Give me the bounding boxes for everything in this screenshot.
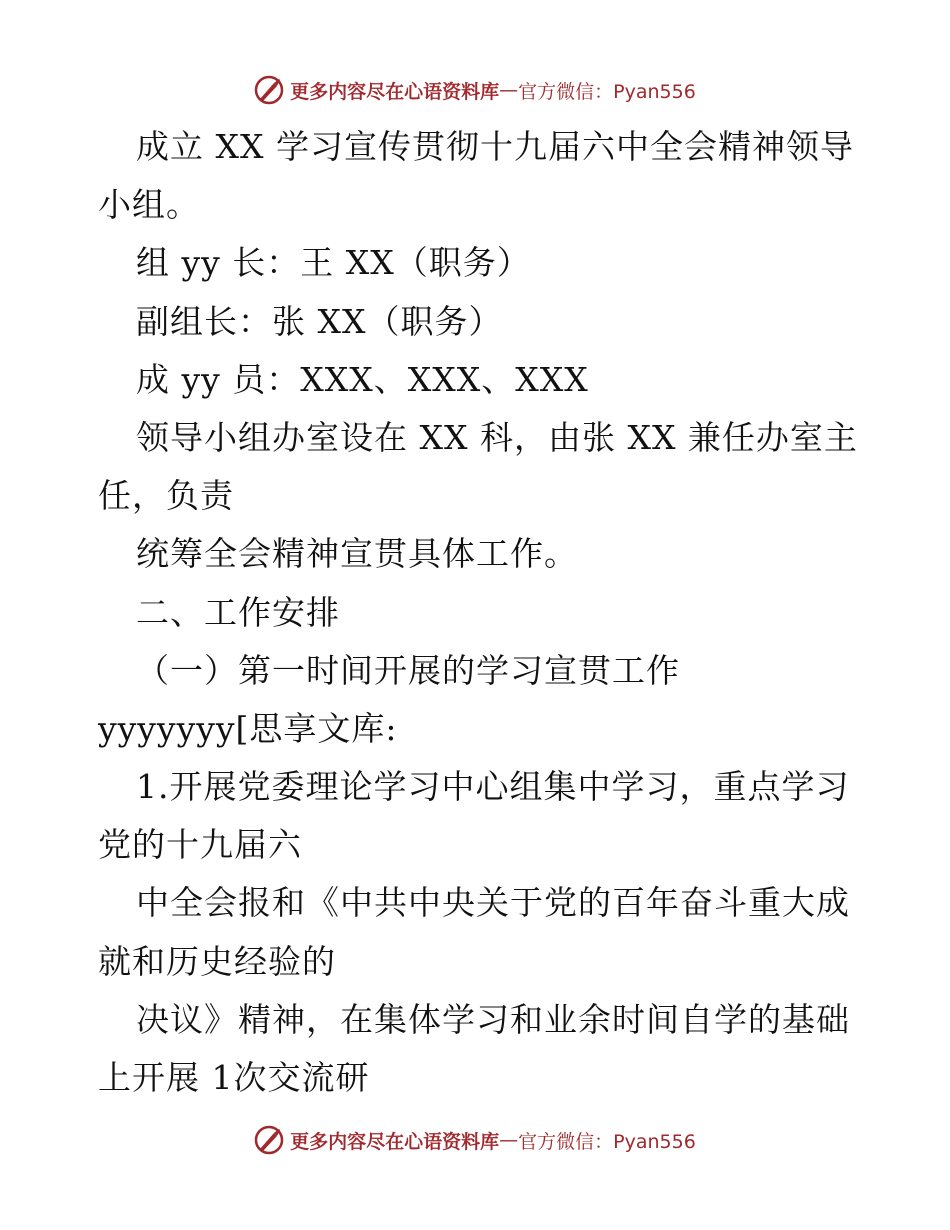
subsection-heading: （一）第一时间开展的学习宣贯工作 [136,650,680,690]
footer-separator: — [499,1129,519,1151]
body-line: 领导小组办室设在 XX 科，由张 XX 兼任办室主 [136,417,858,457]
header-brand-text: 更多内容尽在心语资料库 [290,80,500,103]
body-line: 中全会报和《中共中央关于党的百年奋斗重大成 [136,883,850,923]
header-wechat-text: 官方微信：Pyan556 [518,80,696,103]
body-line: 成 yy 员：XXX、XXX、XXX [136,359,589,399]
body-line: 组 yy 长：王 XX（职务） [136,243,531,283]
body-line: 就和历史经验的 [98,941,336,981]
body-line: yyyyyyy[思享文库: [98,708,398,748]
body-line: 小组。 [98,185,200,225]
body-line: 任，负责 [98,476,234,516]
footer-banner [0,1120,950,1160]
footer-brand-text: 更多内容尽在心语资料库 [290,1130,500,1153]
body-line: 党的十九届六 [98,825,302,865]
quill-logo-icon [254,1125,284,1155]
footer-wechat-text: 官方微信：Pyan556 [518,1130,696,1153]
body-line: 决议》精神，在集体学习和业余时间自学的基础 [136,999,850,1039]
quill-logo-icon [254,75,284,105]
body-line: 上开展 1次交流研 [98,1058,370,1097]
body-line: 统筹全会精神宣贯具体工作。 [136,534,578,574]
header-banner [0,70,950,110]
document-body [98,118,858,1107]
body-line: 成立 XX 学习宣传贯彻十九届六中全会精神领导 [136,127,854,166]
body-line: 副组长：张 XX（职务） [136,301,503,341]
section-heading: 二、工作安排 [136,592,340,632]
header-separator: — [499,79,519,101]
body-line: 1.开展党委理论学习中心组集中学习，重点学习 [136,767,850,807]
